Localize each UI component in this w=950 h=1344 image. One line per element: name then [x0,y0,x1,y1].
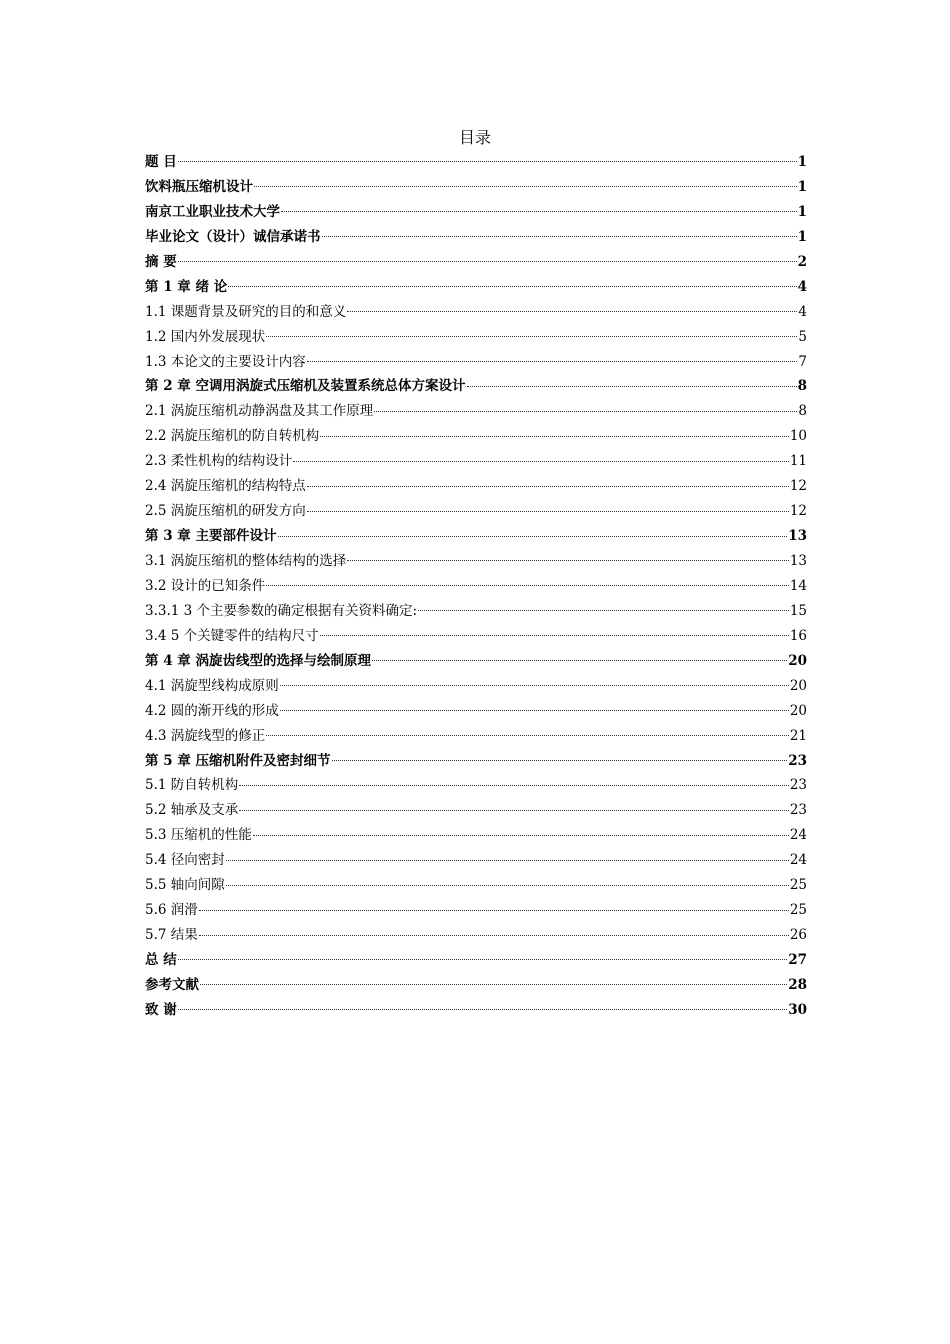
dot-leader [467,374,797,386]
toc-entry[interactable] [145,300,807,325]
dot-leader [278,524,788,536]
toc-entry-label: 第 2 章 空调用涡旋式压缩机及装置系统总体方案设计 [145,378,466,395]
toc-entry-label: 4.3 涡旋线型的修正 [145,727,266,744]
toc-entry-page-number: 8 [797,378,807,395]
toc-entry[interactable] [145,699,807,724]
toc-entry-page-number: 30 [788,1001,807,1018]
dot-leader [347,549,789,561]
table-of-contents [145,150,807,1023]
toc-entry[interactable] [145,549,807,574]
toc-entry-page-number: 14 [789,577,807,594]
dot-leader [418,599,789,611]
dot-leader [239,798,789,810]
toc-entry-label: 5.5 轴向间隙 [145,877,225,894]
toc-entry-label: 3.1 涡旋压缩机的整体结构的选择 [145,553,347,569]
toc-entry-page-number: 4 [797,278,807,295]
toc-entry[interactable] [145,674,807,699]
toc-entry[interactable] [145,973,807,998]
toc-entry[interactable] [145,175,807,200]
toc-entry-label: 毕业论文（设计）诚信承诺书 [145,228,321,245]
dot-leader [253,823,789,835]
toc-title: 目录 [458,128,491,147]
toc-entry-label: 4.1 涡旋型线构成原则 [145,677,279,694]
toc-entry-page-number: 4 [798,303,807,320]
toc-entry-label: 第 4 章 涡旋齿线型的选择与绘制原理 [145,652,371,669]
dot-leader [178,948,788,960]
toc-entry[interactable] [145,923,807,948]
dot-leader [280,699,789,711]
dot-leader [307,474,789,486]
toc-entry-page-number: 5 [798,328,807,345]
toc-entry-page-number: 12 [789,503,807,520]
toc-entry[interactable] [145,250,807,275]
dot-leader [226,873,789,885]
toc-entry-label: 饮料瓶压缩机设计 [145,178,253,195]
toc-entry-page-number: 23 [789,802,807,819]
toc-entry-label: 第 1 章 绪 论 [145,278,228,295]
toc-entry-label: 5.4 径向密封 [145,852,225,869]
toc-entry-page-number: 13 [788,528,807,545]
dot-leader [374,399,797,411]
toc-entry[interactable] [145,599,807,624]
dot-leader [293,449,789,461]
toc-entry-label: 3.2 设计的已知条件 [145,577,266,594]
toc-entry[interactable] [145,350,807,375]
dot-leader [226,848,789,860]
toc-entry-label: 2.4 涡旋压缩机的结构特点 [145,478,306,495]
dot-leader [320,624,789,636]
toc-entry-page-number: 1 [797,203,807,220]
toc-entry-label: 南京工业职业技术大学 [145,203,280,220]
toc-entry[interactable] [145,574,807,599]
dot-leader [347,300,797,312]
toc-entry[interactable] [145,724,807,749]
toc-entry[interactable] [145,474,807,499]
toc-entry-page-number: 28 [788,976,807,993]
toc-entry[interactable] [145,848,807,873]
toc-entry[interactable] [145,823,807,848]
toc-entry-label: 5.7 结果 [145,927,198,944]
toc-entry-label: 5.2 轴承及支承 [145,802,239,819]
toc-entry-page-number: 26 [789,927,807,944]
dot-leader [281,200,797,212]
toc-entry-page-number: 15 [789,602,807,619]
dot-leader [266,325,797,337]
toc-entry[interactable] [145,325,807,350]
toc-entry-page-number: 11 [789,453,807,470]
toc-entry[interactable] [145,873,807,898]
toc-entry-label: 5.1 防自转机构 [145,777,239,794]
toc-entry-page-number: 2 [797,253,807,270]
dot-leader [254,175,797,187]
toc-entry-label: 第 3 章 主要部件设计 [145,528,277,545]
toc-entry-page-number: 16 [789,627,807,644]
dot-leader [178,250,797,262]
toc-entry[interactable] [145,499,807,524]
toc-entry-page-number: 20 [788,652,807,669]
toc-entry[interactable] [145,449,807,474]
dot-leader [372,649,787,661]
toc-entry-page-number: 20 [789,677,807,694]
toc-entry-label: 1.2 国内外发展现状 [145,328,266,345]
toc-entry-page-number: 20 [789,702,807,719]
toc-entry-label: 2.5 涡旋压缩机的研发方向 [145,503,306,520]
toc-entry-label: 摘 要 [145,253,177,270]
toc-entry[interactable] [145,424,807,449]
toc-entry-label: 4.2 圆的渐开线的形成 [145,702,279,719]
toc-entry-page-number: 1 [797,154,807,170]
toc-entry-label: 致 谢 [145,1001,177,1018]
toc-entry-page-number: 24 [789,827,807,844]
toc-entry-label: 3.3.1 3 个主要参数的确定根据有关资料确定: [145,602,418,619]
toc-entry-label: 1.1 课题背景及研究的目的和意义 [145,303,347,320]
toc-entry-page-number: 1 [797,228,807,245]
toc-entry-page-number: 8 [798,403,807,420]
toc-entry-label: 2.3 柔性机构的结构设计 [145,453,293,470]
toc-entry[interactable] [145,225,807,250]
toc-entry-label: 第 5 章 压缩机附件及密封细节 [145,752,331,769]
toc-entry-label: 2.2 涡旋压缩机的防自转机构 [145,428,320,445]
dot-leader [307,499,789,511]
toc-entry-page-number: 1 [797,178,807,195]
toc-entry-label: 总 结 [145,952,177,968]
dot-leader [307,350,798,362]
toc-entry[interactable] [145,998,807,1023]
toc-entry-label: 5.3 压缩机的性能 [145,827,252,844]
dot-leader [200,973,787,985]
toc-entry-page-number: 23 [789,777,807,794]
toc-entry-page-number: 7 [798,353,807,370]
dot-leader [320,424,789,436]
dot-leader [199,923,789,935]
toc-entry-page-number: 10 [789,428,807,445]
toc-entry-page-number: 12 [789,478,807,495]
dot-leader [228,275,796,287]
toc-entry[interactable] [145,798,807,823]
toc-entry[interactable] [145,200,807,225]
toc-entry-page-number: 27 [788,952,807,968]
dot-leader [280,674,789,686]
toc-entry[interactable] [145,749,807,774]
toc-entry[interactable] [145,898,807,923]
dot-leader [239,773,789,785]
toc-entry[interactable] [145,275,807,300]
dot-leader [178,998,788,1010]
toc-entry[interactable] [145,374,807,399]
toc-entry-label: 3.4 5 个关键零件的结构尺寸 [145,627,319,644]
toc-entry-page-number: 25 [789,877,807,894]
toc-entry-page-number: 24 [789,852,807,869]
toc-entry[interactable] [145,948,807,973]
dot-leader [266,724,789,736]
toc-entry-page-number: 23 [788,752,807,769]
toc-entry[interactable] [145,624,807,649]
toc-entry-label: 1.3 本论文的主要设计内容 [145,353,306,370]
toc-entry[interactable] [145,649,807,674]
toc-entry-label: 题 目 [145,154,177,170]
dot-leader [322,225,797,237]
toc-entry[interactable] [145,524,807,549]
dot-leader [266,574,789,586]
toc-entry[interactable] [145,399,807,424]
toc-entry-label: 2.1 涡旋压缩机动静涡盘及其工作原理 [145,403,374,420]
toc-entry-label: 5.6 润滑 [145,902,198,919]
toc-entry-page-number: 21 [789,727,807,744]
dot-leader [178,150,797,162]
dot-leader [332,749,788,761]
toc-entry-page-number: 25 [789,902,807,919]
toc-entry-label: 参考文献 [145,976,199,993]
dot-leader [199,898,789,910]
toc-entry[interactable] [145,150,807,175]
toc-entry-page-number: 13 [789,553,807,569]
toc-entry[interactable] [145,773,807,798]
